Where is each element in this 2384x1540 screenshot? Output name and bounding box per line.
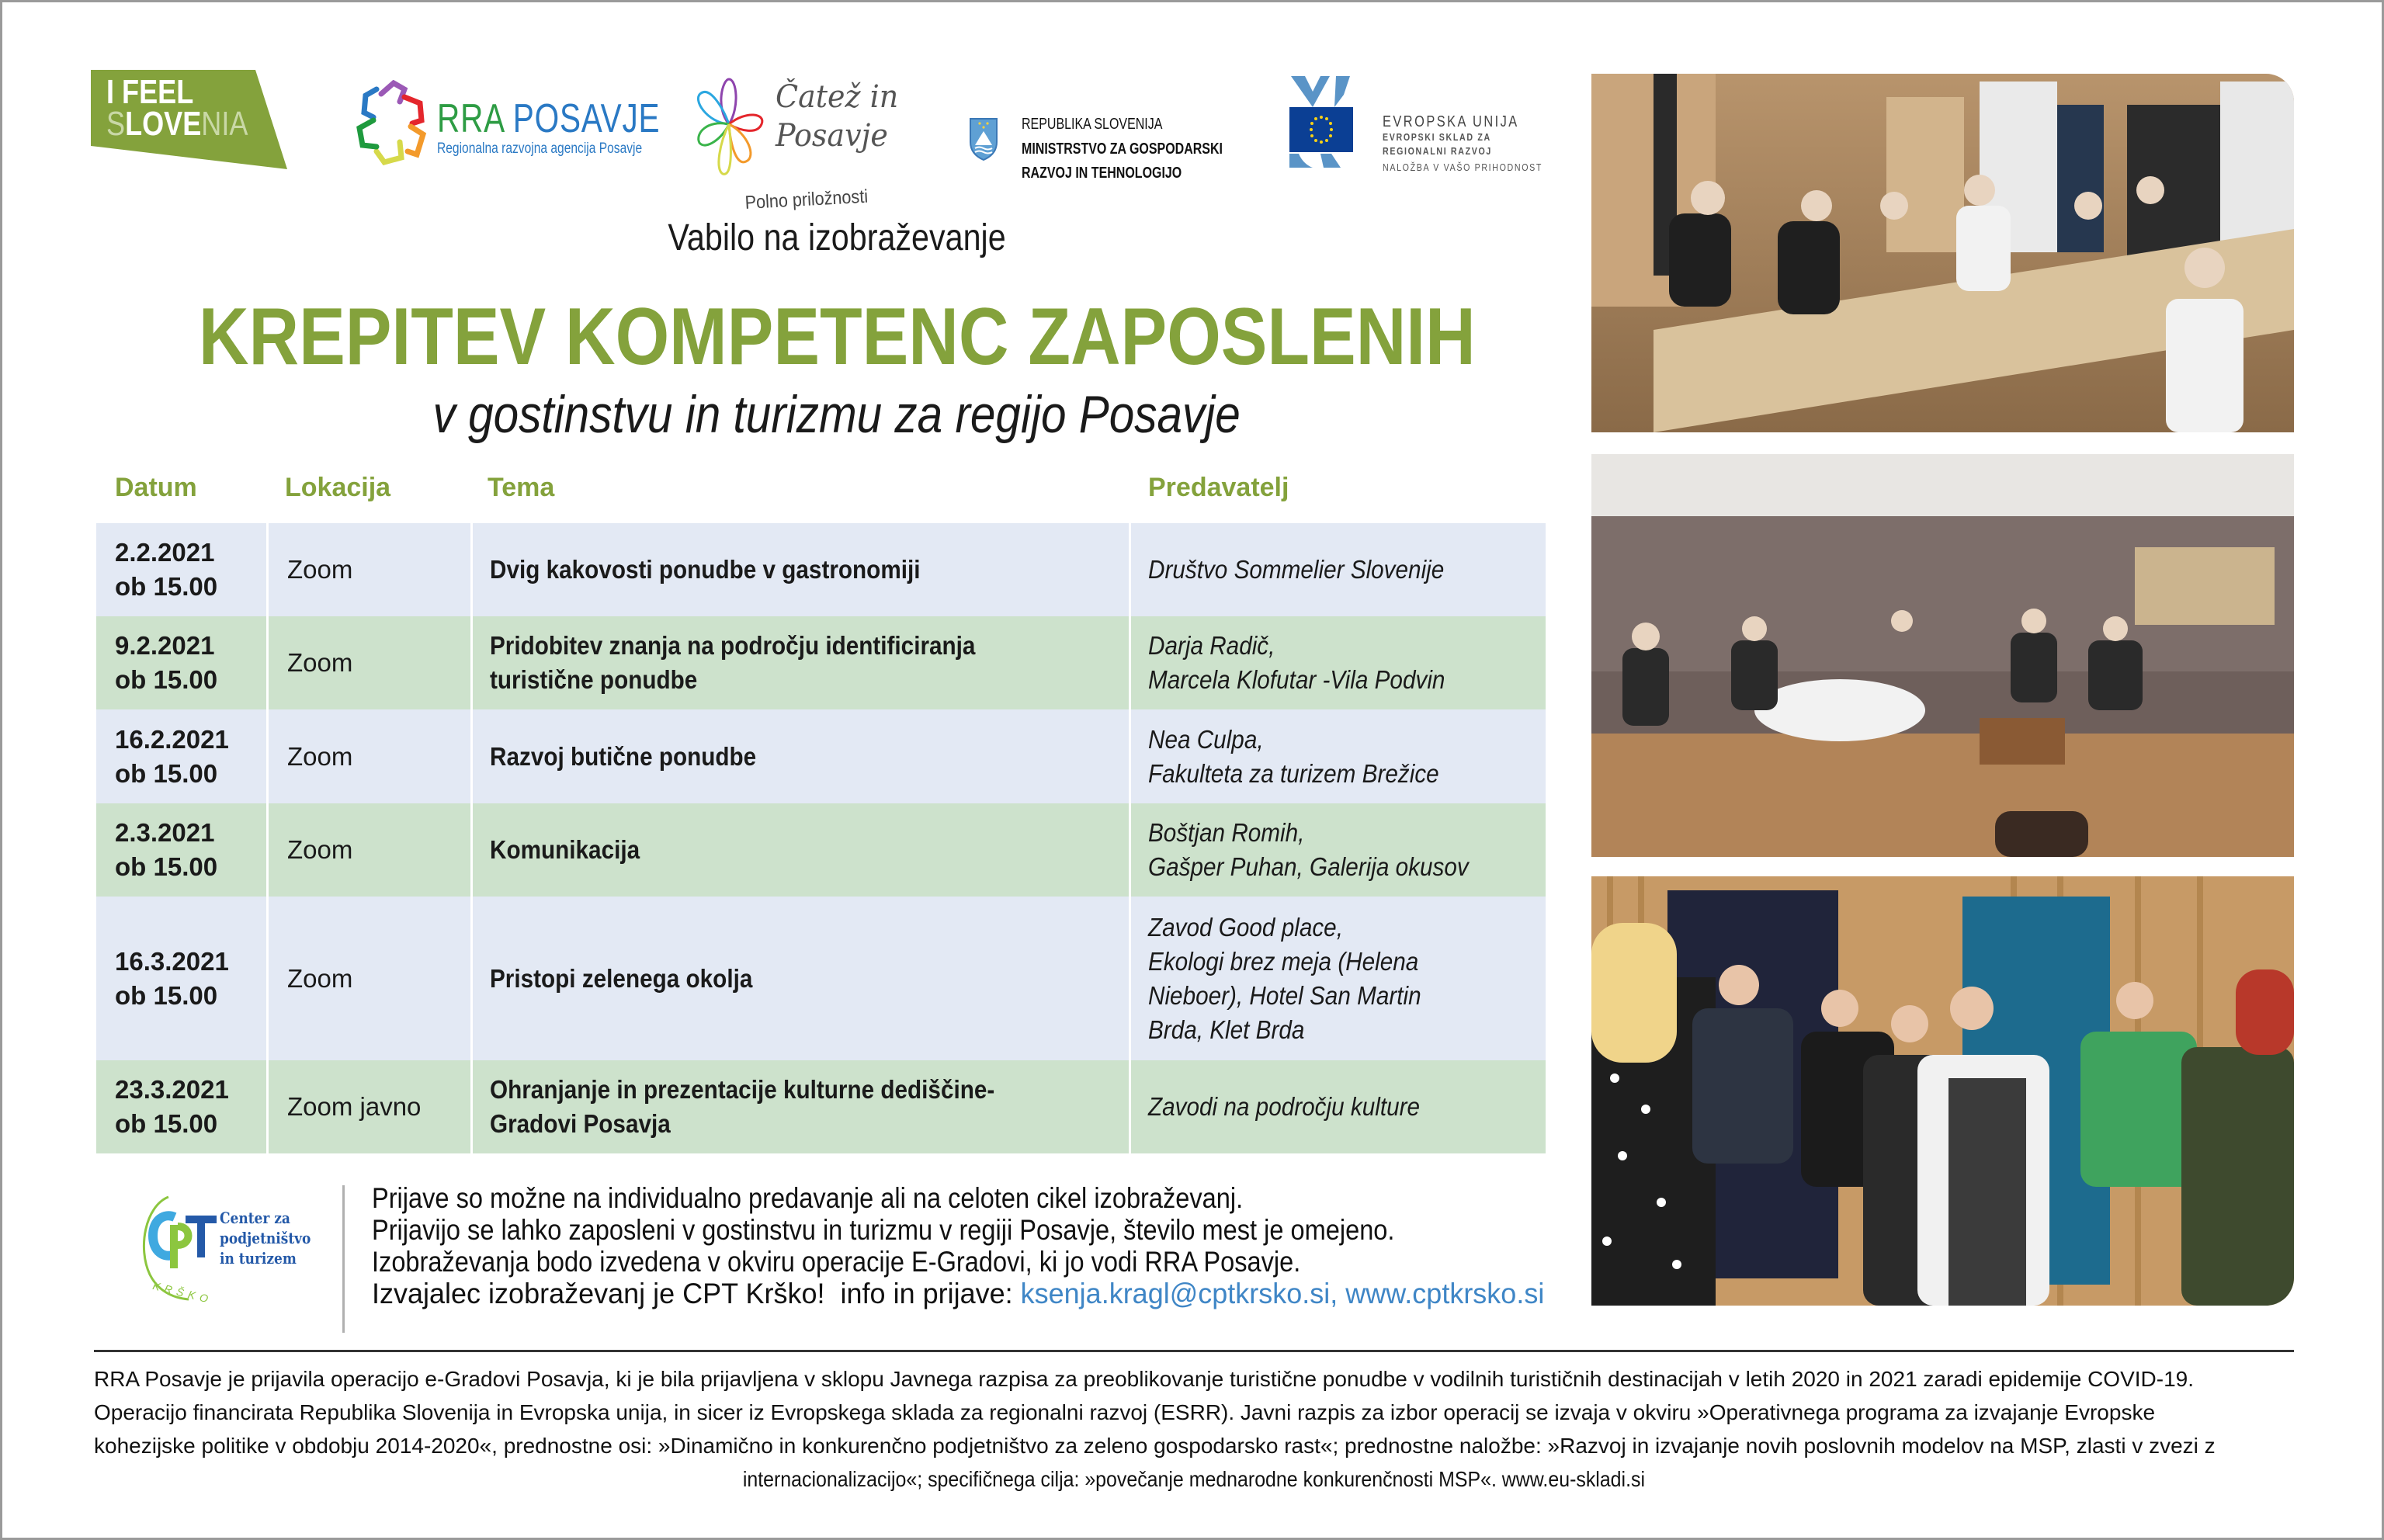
topic-cell xyxy=(470,709,1129,803)
registration-line-4-text: Izvajalec izobraževanj je CPT Krško! info in prijave: xyxy=(372,1278,1021,1309)
table-row xyxy=(96,616,1546,709)
schedule-table-header xyxy=(96,473,1546,519)
topic-cell xyxy=(470,523,1129,616)
website-link[interactable]: www.cptkrsko.si xyxy=(1345,1278,1545,1309)
slovenia-text xyxy=(106,105,248,143)
location-cell xyxy=(266,1060,468,1153)
lecturer-text: Nea Culpa, Fakulteta za turizem Brežice xyxy=(1148,724,1439,788)
date-text: 23.3.2021 ob 15.00 xyxy=(115,1075,229,1138)
registration-line-1-text: Prijave so možne na individualno predavanje ali na celoten cikel izobraževanj. xyxy=(372,1182,1244,1214)
lecturer-text: Društvo Sommelier Slovenije xyxy=(1148,555,1445,584)
topic-text: Razvoj butične ponudbe xyxy=(490,741,757,771)
column-header-predavatelj: Predavatelj xyxy=(1148,473,1289,502)
slovenia-s: S xyxy=(106,105,126,143)
footer-line-3-text: kohezijske politike v obdobju 2014-2020«, prednostne osi: »Dinamično in konkurenčno podjetništvo za zeleno gospodarsko rast«; prednostne naložbe: »Razvoj in izvajanje novih poslovnih modelov na MSP, zlasti v zvezi z xyxy=(94,1434,2216,1458)
location-text: Zoom xyxy=(287,835,353,864)
ministry-line2: MINISTRSTVO ZA GOSPODARSKI xyxy=(1022,140,1223,158)
location-text: Zoom javno xyxy=(287,1092,422,1121)
location-text: Zoom xyxy=(287,741,353,771)
date-text: 9.2.2021 ob 15.00 xyxy=(115,631,218,694)
footer-line-1-text: RRA Posavje je prijavila operacijo e-Gradovi Posavja, ki je bila prijavljena v sklopu Javnega razpisa za preoblikovanje turistične ponudbe v vodilnih turističnih destinacijah v letih 2020 in 2021 zaradi epidemije COVID-19. xyxy=(94,1367,2195,1391)
eu-line3: REGIONALNI RAZVOJ xyxy=(1383,145,1493,157)
ministry-line3: RAZVOJ IN TEHNOLOGIJO xyxy=(1022,165,1182,182)
page-title xyxy=(2,291,1671,383)
invitation-label-text: Vabilo na izobraževanje xyxy=(668,217,1006,258)
topic-text: Dvig kakovosti ponudbe v gastronomiji xyxy=(490,555,921,584)
location-cell xyxy=(266,616,468,709)
footer-line-2 xyxy=(94,1396,2294,1429)
photo-seminar-audience xyxy=(1591,74,2294,432)
cpt-krsko-logo xyxy=(141,1194,319,1306)
rra-subtitle: Regionalna razvojna agencija Posavje xyxy=(437,140,643,157)
eu-line4: NALOŽBA V VAŠO PRIHODNOST xyxy=(1383,161,1543,173)
date-cell xyxy=(96,709,264,803)
lecturer-cell xyxy=(1129,616,1546,709)
catez-name-line2: Posavje xyxy=(776,118,888,154)
page-subtitle-text: v gostinstvu in turizmu za regijo Posavje xyxy=(432,385,1241,444)
topic-text: Pridobitev znanja na področju identificiranja turistične ponudbe xyxy=(490,631,976,694)
location-cell xyxy=(266,897,468,1060)
topic-text: Ohranjanje in prezentacije kulturne dediščine- Gradovi Posavja xyxy=(490,1075,995,1138)
footer-line-4-text: internacionalizacijo«; specifičnega cilja: »povečanje mednarodne konkurenčnosti MSP«. www.eu-skladi.si xyxy=(742,1467,1646,1491)
location-text: Zoom xyxy=(287,963,353,993)
location-text: Zoom xyxy=(287,648,353,677)
ministry-line1: REPUBLIKA SLOVENIJA xyxy=(1022,116,1163,133)
topic-cell xyxy=(470,1060,1129,1153)
lounge-event-image xyxy=(1591,454,2294,857)
lecturer-cell xyxy=(1129,803,1546,897)
catez-name xyxy=(776,78,898,155)
table-row xyxy=(96,523,1546,616)
photo-lounge-event xyxy=(1591,454,2294,857)
column-header-tema: Tema xyxy=(488,473,555,502)
topic-cell xyxy=(470,803,1129,897)
rra-name xyxy=(437,95,660,142)
lecturer-cell xyxy=(1129,523,1546,616)
cpt-name-text: Center za podjetništvo in turizem xyxy=(220,1209,311,1268)
date-cell xyxy=(96,523,264,616)
column-header-datum: Datum xyxy=(115,473,197,502)
location-cell xyxy=(266,803,468,897)
flower-icon xyxy=(692,76,777,185)
invitation-label xyxy=(2,217,1671,259)
registration-line-1 xyxy=(372,1182,1552,1214)
slovenia-crest-icon xyxy=(969,117,998,161)
i-feel-slovenia-logo xyxy=(91,70,287,169)
seminar-audience-image xyxy=(1591,74,2294,432)
rra-name-posavje: POSAVJE xyxy=(512,96,661,141)
registration-line-3 xyxy=(372,1246,1552,1278)
rra-chain-icon xyxy=(353,80,434,165)
date-text: 16.2.2021 ob 15.00 xyxy=(115,724,229,788)
i-feel-slovenia-text xyxy=(106,73,248,143)
rra-name-rra: RRA xyxy=(437,96,504,141)
ministry-logo xyxy=(969,111,1233,181)
table-row xyxy=(96,897,1546,1060)
registration-line-3-text: Izobraževanja bodo izvedena v okviru operacije E-Gradovi, ki jo vodi RRA Posavje. xyxy=(372,1246,1301,1278)
footer-line-4 xyxy=(94,1462,2294,1496)
column-header-lokacija: Lokacija xyxy=(285,473,391,502)
location-cell xyxy=(266,709,468,803)
lecturer-cell xyxy=(1129,897,1546,1060)
location-cell xyxy=(266,523,468,616)
eu-flag-icon xyxy=(1289,76,1381,169)
lecturer-cell xyxy=(1129,709,1546,803)
i-feel-text: I FEEL xyxy=(106,73,194,111)
cpt-krsko-text: KRŠKO xyxy=(151,1279,214,1306)
photo-chef-presentation xyxy=(1591,876,2294,1306)
topic-cell xyxy=(470,897,1129,1060)
date-cell xyxy=(96,803,264,897)
link-separator: , xyxy=(1330,1278,1346,1309)
rra-posavje-logo xyxy=(353,80,661,165)
page-title-text: KREPITEV KOMPETENC ZAPOSLENIH xyxy=(198,292,1476,382)
eu-logo xyxy=(1289,76,1553,173)
footer-divider xyxy=(94,1350,2294,1352)
date-text: 2.3.2021 ob 15.00 xyxy=(115,818,218,881)
catez-tagline: Polno priložnosti xyxy=(744,186,869,213)
location-text: Zoom xyxy=(287,555,353,584)
table-row xyxy=(96,803,1546,897)
date-cell xyxy=(96,897,264,1060)
lecturer-cell xyxy=(1129,1060,1546,1153)
date-text: 2.2.2021 ob 15.00 xyxy=(115,538,218,601)
table-row xyxy=(96,1060,1546,1153)
registration-line-2-text: Prijavijo se lahko zaposleni v gostinstvu in turizmu v regiji Posavje, število mest je omejeno. xyxy=(372,1214,1395,1246)
table-row xyxy=(96,709,1546,803)
email-link[interactable]: ksenja.kragl@cptkrsko.si xyxy=(1020,1278,1331,1309)
footer-line-3 xyxy=(94,1429,2294,1462)
topic-text: Komunikacija xyxy=(490,835,640,864)
eu-line2: EVROPSKI SKLAD ZA xyxy=(1383,131,1491,143)
registration-line-4 xyxy=(372,1278,1552,1309)
catez-posavje-logo xyxy=(692,76,925,216)
slovenia-love: LOVE xyxy=(125,105,202,143)
vertical-divider xyxy=(342,1185,345,1333)
topic-text: Pristopi zelenega okolja xyxy=(490,963,753,993)
date-text: 16.3.2021 ob 15.00 xyxy=(115,946,229,1010)
date-cell xyxy=(96,1060,264,1153)
slovenia-nia: NIA xyxy=(201,105,248,143)
eu-line1: EVROPSKA UNIJA xyxy=(1383,113,1519,130)
lecturer-text: Zavodi na področju kulture xyxy=(1148,1092,1421,1121)
chef-presentation-image xyxy=(1591,876,2294,1306)
lecturer-text: Darja Radič, Marcela Klofutar -Vila Podvin xyxy=(1148,631,1445,694)
catez-name-line1: Čatež in xyxy=(776,79,899,115)
lecturer-text: Zavod Good place, Ekologi brez meja (Helena Nieboer), Hotel San Martin Brda, Klet Brda xyxy=(1148,912,1421,1044)
footer-line-1 xyxy=(94,1362,2294,1396)
date-cell xyxy=(96,616,264,709)
page-subtitle xyxy=(2,384,1671,445)
funding-footer xyxy=(94,1362,2294,1496)
footer-line-2-text: Operacijo financirata Republika Slovenija in Evropska unija, in sicer iz Evropskega sklada za regionalni razvoj (ESRR). Javni razpis za izbor operacij se izvaja v okviru »Operativnega programa za izvajanje Evropske xyxy=(94,1400,2156,1424)
registration-info xyxy=(372,1182,1552,1309)
topic-cell xyxy=(470,616,1129,709)
lecturer-text: Boštjan Romih, Gašper Puhan, Galerija okusov xyxy=(1148,818,1469,881)
registration-line-2 xyxy=(372,1214,1552,1246)
